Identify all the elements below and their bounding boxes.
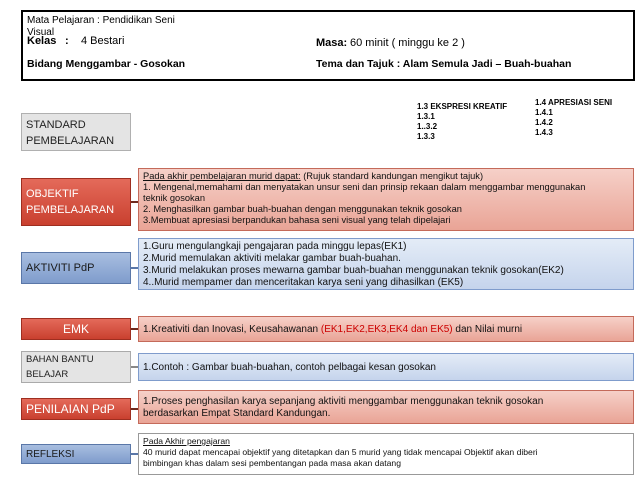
emk-highlight: (EK1,EK2,EK3,EK4 dan EK5) — [320, 324, 453, 335]
bahan-label — [21, 351, 131, 383]
standard-col2-item: 1.4.1 — [535, 108, 553, 117]
objektif-line: 3.Membuat apresiasi berpandukan bahasa seni visual yang telah dipelajari — [143, 215, 451, 225]
penilaian-line: 1.Proses penghasilan karya sepanjang aktiviti menggambar menggunakan teknik gosokan — [143, 396, 544, 407]
penilaian-connector — [131, 408, 138, 410]
standard-label — [21, 113, 131, 151]
objektif-intro-rest: (Rujuk standard kandungan mengikut tajuk) — [300, 171, 484, 181]
standard-col2-item: 1.4.2 — [535, 118, 553, 127]
objektif-label-line1: OBJEKTIF — [26, 188, 79, 200]
emk-text: 1.Kreativiti dan Inovasi, Keusahawanan — [143, 324, 321, 335]
objektif-line: 1. Mengenal,memahami dan menyatakan unsur seni dan prinsip rekaan dalam menggambar menggunakan — [143, 182, 586, 192]
class-label: Kelas — [27, 35, 57, 47]
penilaian-line: berdasarkan Empat Standard Kandungan. — [143, 408, 331, 419]
aktiviti-label: AKTIVITI PdP — [21, 252, 131, 284]
standard-col1-item: 1.3.1 — [417, 112, 435, 121]
standard-col1-item: 1.3.3 — [417, 132, 435, 141]
objektif-label-line2: PEMBELAJARAN — [26, 204, 115, 216]
aktiviti-line: 1.Guru mengulangkaji pengajaran pada minggu lepas(EK1) — [143, 241, 407, 252]
class-value: 4 Bestari — [81, 35, 125, 47]
objektif-label — [21, 178, 131, 226]
emk-connector — [131, 328, 138, 330]
penilaian-content — [138, 390, 634, 424]
emk-label: EMK — [21, 318, 131, 340]
bahan-label-line1: BAHAN BANTU — [26, 354, 94, 365]
refleksi-connector — [131, 453, 138, 455]
bahan-label-line2: BELAJAR — [26, 369, 69, 380]
refleksi-intro: Pada Akhir pengajaran — [143, 436, 230, 446]
objektif-line: teknik gosokan — [143, 193, 206, 203]
time-label: Masa: — [316, 37, 348, 49]
bahan-content — [138, 353, 634, 381]
refleksi-content — [138, 433, 634, 475]
theme-text: Tema dan Tajuk : Alam Semula Jadi – Buah-buahan — [316, 58, 572, 70]
standard-column-1 — [417, 102, 507, 142]
objektif-intro: Pada akhir pembelajaran murid dapat: — [143, 171, 301, 181]
aktiviti-line: 3.Murid melakukan proses mewarna gambar buah-buahan menggunakan teknik gosokan(EK2) — [143, 265, 564, 276]
objektif-content — [138, 168, 634, 231]
standard-col2-title: 1.4 APRESIASI SENI — [535, 98, 613, 107]
subject-label: Mata Pelajaran : Pendidikan Seni — [27, 15, 175, 26]
standard-label-line2: PEMBELAJARAN — [26, 135, 115, 147]
bahan-connector — [131, 366, 138, 368]
standard-label-line1: STANDARD — [26, 119, 86, 131]
lesson-header — [21, 10, 635, 81]
emk-text-post: dan Nilai murni — [452, 324, 523, 335]
bahan-text: 1.Contoh : Gambar buah-buahan, contoh pelbagai kesan gosokan — [143, 362, 436, 373]
objektif-line: 2. Menghasilkan gambar buah-buahan dengan menggunakan teknik gosokan — [143, 204, 462, 214]
refleksi-label: REFLEKSI — [21, 444, 131, 464]
subject-label-cont: Visual — [27, 27, 55, 38]
aktiviti-content — [138, 238, 634, 290]
standard-col1-title: 1.3 EKSPRESI KREATIF — [417, 102, 508, 111]
penilaian-label: PENILAIAN PdP — [21, 398, 131, 420]
aktiviti-line: 2.Murid memulakan aktiviti melakar gambar buah-buahan. — [143, 253, 401, 264]
emk-content — [138, 316, 634, 342]
objektif-connector — [131, 201, 138, 203]
standard-col2-item: 1.4.3 — [535, 128, 553, 137]
refleksi-line: bimbingan khas dalam sesi pembentangan pada masa akan datang — [143, 458, 401, 468]
standard-column-2 — [535, 98, 612, 138]
aktiviti-connector — [131, 267, 138, 269]
class-sep: : — [65, 35, 69, 47]
refleksi-line: 40 murid dapat mencapai objektif yang ditetapkan dan 5 murid yang tidak mencapai Objektif akan diberi — [143, 447, 538, 457]
standard-col1-item: 1..3.2 — [417, 122, 438, 131]
field-text: Bidang Menggambar - Gosokan — [27, 58, 186, 70]
time-value: 60 minit ( minggu ke 2 ) — [350, 37, 465, 49]
aktiviti-line: 4..Murid mempamer dan menceritakan karya seni yang dihasilkan (EK5) — [143, 277, 464, 288]
